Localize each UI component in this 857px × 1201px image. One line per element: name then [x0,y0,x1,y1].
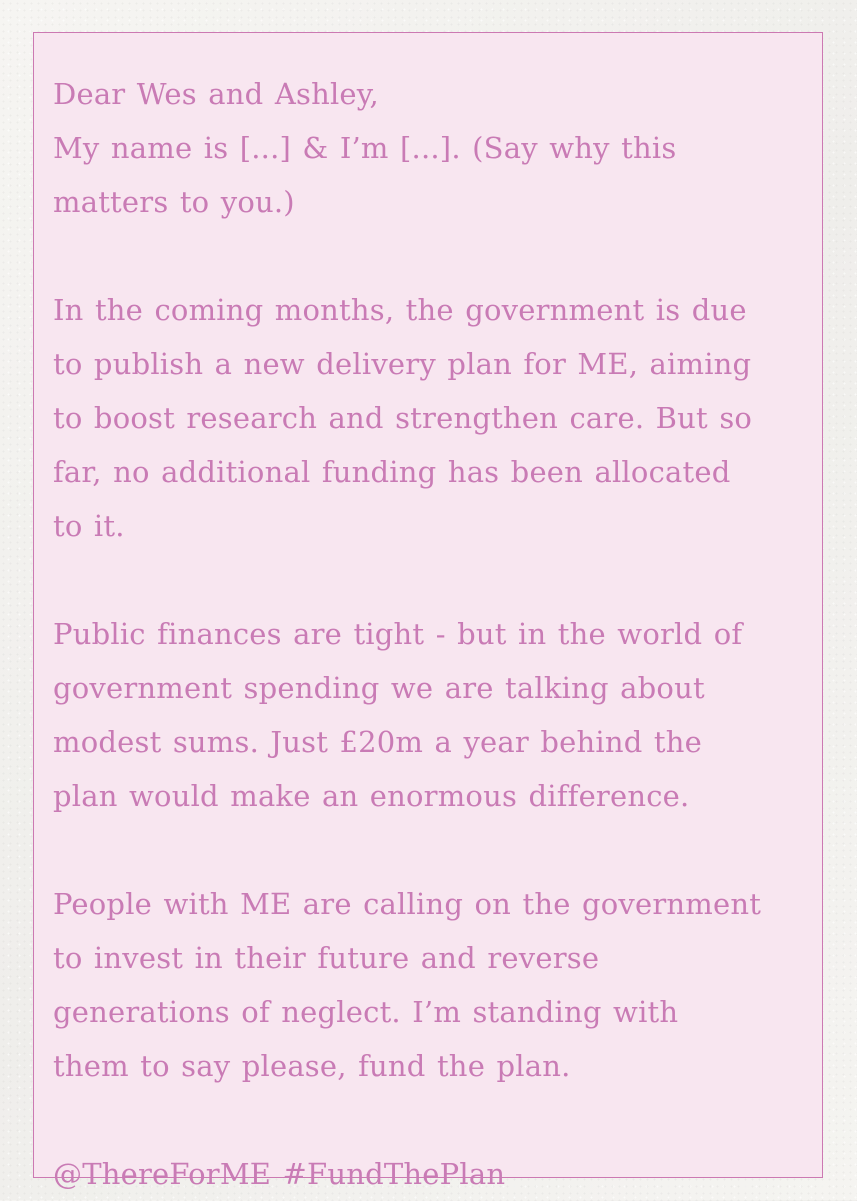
letter-line: generations of neglect. I’m standing with [53,995,679,1029]
letter-line: to it. [53,509,125,543]
letter-line: them to say please, fund the plan. [53,1049,571,1083]
letter-line: Public finances are tight - but in the world of [53,617,743,651]
letter-line: plan would make an enormous difference. [53,779,690,813]
letter-line: In the coming months, the government is due [53,293,747,327]
letter-line: to boost research and strengthen care. But so [53,401,753,435]
letter-body [53,67,813,1201]
paragraph-gap [53,553,813,607]
paragraph-gap [53,229,813,283]
paragraph-gap [53,1093,813,1147]
letter-line: to publish a new delivery plan for ME, aiming [53,347,752,381]
letter-line: modest sums. Just £20m a year behind the [53,725,702,759]
letter-greeting: Dear Wes and Ashley, [53,77,379,111]
letter-line: government spending we are talking about [53,671,705,705]
letter-line: to invest in their future and reverse [53,941,600,975]
letter-line: People with ME are calling on the government [53,887,762,921]
letter-line: far, no additional funding has been allocated [53,455,731,489]
letter-line: matters to you.) [53,185,295,219]
letter-line: My name is [...] & I’m [...]. (Say why this [53,131,677,165]
paragraph-gap [53,823,813,877]
letter-card [33,32,823,1191]
letter-signoff-hashtags: @ThereForME #FundThePlan [53,1157,506,1191]
